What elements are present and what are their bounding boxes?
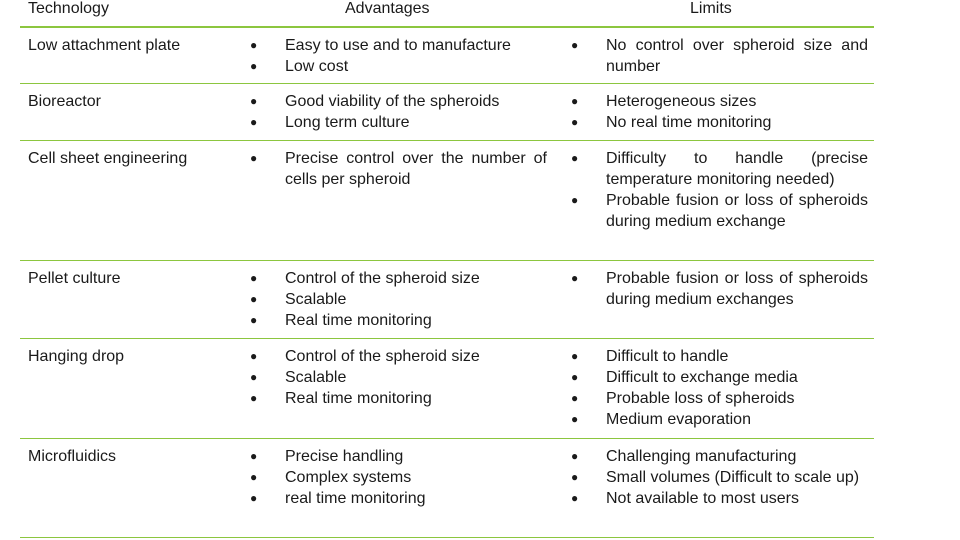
limits-item-text: Medium evaporation <box>606 411 751 428</box>
table-body <box>20 28 874 538</box>
table-row <box>20 339 874 439</box>
bullet-icon: ● <box>571 449 579 463</box>
list-item <box>250 346 547 367</box>
technology-cell: Microfluidics <box>28 448 117 465</box>
bullet-icon: ● <box>250 271 258 285</box>
bullet-icon: ● <box>250 151 258 165</box>
bullet-icon: ● <box>250 470 258 484</box>
advantages-item-text: Low cost <box>285 58 349 75</box>
technology-cell: Bioreactor <box>28 93 101 110</box>
advantages-item-text: Precise control over the number of cells per spheroid <box>285 150 547 188</box>
bullet-icon: ● <box>250 391 258 405</box>
list-item <box>571 446 868 467</box>
advantages-list <box>250 91 547 133</box>
table-row <box>20 261 874 339</box>
list-item <box>571 467 868 488</box>
table-row <box>20 84 874 141</box>
bullet-icon: ● <box>250 94 258 108</box>
list-item <box>571 388 868 409</box>
bullet-icon: ● <box>571 94 579 108</box>
list-item <box>571 112 868 133</box>
table-row <box>20 141 874 261</box>
bullet-icon: ● <box>250 115 258 129</box>
advantages-item-text: Control of the spheroid size <box>285 270 480 287</box>
limits-item-text: Probable fusion or loss of spheroids during medium exchange <box>606 192 868 230</box>
technology-cell: Cell sheet engineering <box>28 150 188 167</box>
bullet-icon: ● <box>571 193 579 207</box>
header-technology: Technology <box>28 0 109 17</box>
list-item <box>250 289 547 310</box>
comparison-table <box>20 0 874 538</box>
list-item <box>250 91 547 112</box>
bullet-icon: ● <box>250 370 258 384</box>
limits-list <box>571 268 868 310</box>
bullet-icon: ● <box>250 59 258 73</box>
list-item <box>250 148 547 190</box>
technology-cell: Hanging drop <box>28 348 125 365</box>
limits-item-text: Heterogeneous sizes <box>606 93 757 110</box>
bullet-icon: ● <box>571 470 579 484</box>
list-item <box>571 488 868 509</box>
list-item <box>250 388 547 409</box>
table-header <box>20 0 874 28</box>
header-limits: Limits <box>690 0 732 17</box>
limits-list <box>571 35 868 77</box>
bullet-icon: ● <box>571 391 579 405</box>
list-item <box>571 409 868 430</box>
list-item <box>571 268 868 310</box>
advantages-list <box>250 268 547 331</box>
bullet-icon: ● <box>250 38 258 52</box>
bullet-icon: ● <box>571 370 579 384</box>
bullet-icon: ● <box>571 271 579 285</box>
list-item <box>250 56 547 77</box>
advantages-item-text: Easy to use and to manufacture <box>285 37 511 54</box>
limits-item-text: Difficult to handle <box>606 348 729 365</box>
list-item <box>571 35 868 77</box>
header-advantages: Advantages <box>345 0 430 17</box>
bullet-icon: ● <box>250 292 258 306</box>
list-item <box>571 346 868 367</box>
limits-list <box>571 91 868 133</box>
bullet-icon: ● <box>250 313 258 327</box>
bullet-icon: ● <box>571 412 579 426</box>
list-item <box>571 148 868 190</box>
list-item <box>571 190 868 232</box>
bullet-icon: ● <box>250 449 258 463</box>
advantages-item-text: Complex systems <box>285 469 412 486</box>
bullet-icon: ● <box>571 115 579 129</box>
advantages-list <box>250 148 547 190</box>
advantages-item-text: Scalable <box>285 291 347 308</box>
technology-cell: Low attachment plate <box>28 37 181 54</box>
bullet-icon: ● <box>571 151 579 165</box>
list-item <box>250 488 547 509</box>
advantages-item-text: Long term culture <box>285 114 410 131</box>
table-row <box>20 439 874 538</box>
limits-list <box>571 148 868 232</box>
limits-item-text: Not available to most users <box>606 490 799 507</box>
limits-item-text: No real time monitoring <box>606 114 772 131</box>
bullet-icon: ● <box>250 349 258 363</box>
advantages-list <box>250 446 547 509</box>
advantages-item-text: real time monitoring <box>285 490 426 507</box>
advantages-item-text: Precise handling <box>285 448 404 465</box>
advantages-list <box>250 346 547 409</box>
bullet-icon: ● <box>571 38 579 52</box>
table-row <box>20 28 874 84</box>
limits-item-text: Small volumes (Difficult to scale up) <box>606 469 860 486</box>
list-item <box>250 367 547 388</box>
limits-item-text: Probable loss of spheroids <box>606 390 795 407</box>
advantages-item-text: Good viability of the spheroids <box>285 93 500 110</box>
list-item <box>250 310 547 331</box>
list-item <box>571 367 868 388</box>
list-item <box>250 35 547 56</box>
advantages-item-text: Scalable <box>285 369 347 386</box>
bullet-icon: ● <box>250 491 258 505</box>
bullet-icon: ● <box>571 491 579 505</box>
list-item <box>250 268 547 289</box>
limits-item-text: Difficult to exchange media <box>606 369 798 386</box>
advantages-list <box>250 35 547 77</box>
limits-item-text: Challenging manufacturing <box>606 448 797 465</box>
bullet-icon: ● <box>571 349 579 363</box>
advantages-item-text: Control of the spheroid size <box>285 348 480 365</box>
limits-list <box>571 446 868 509</box>
list-item <box>250 112 547 133</box>
advantages-item-text: Real time monitoring <box>285 390 432 407</box>
limits-list <box>571 346 868 430</box>
limits-item-text: Probable fusion or loss of spheroids during medium exchanges <box>606 270 868 308</box>
list-item <box>571 91 868 112</box>
limits-item-text: Difficulty to handle (precise temperature monitoring needed) <box>606 150 868 188</box>
technology-cell: Pellet culture <box>28 270 121 287</box>
limits-item-text: No control over spheroid size and number <box>606 37 868 75</box>
advantages-item-text: Real time monitoring <box>285 312 432 329</box>
list-item <box>250 446 547 467</box>
list-item <box>250 467 547 488</box>
